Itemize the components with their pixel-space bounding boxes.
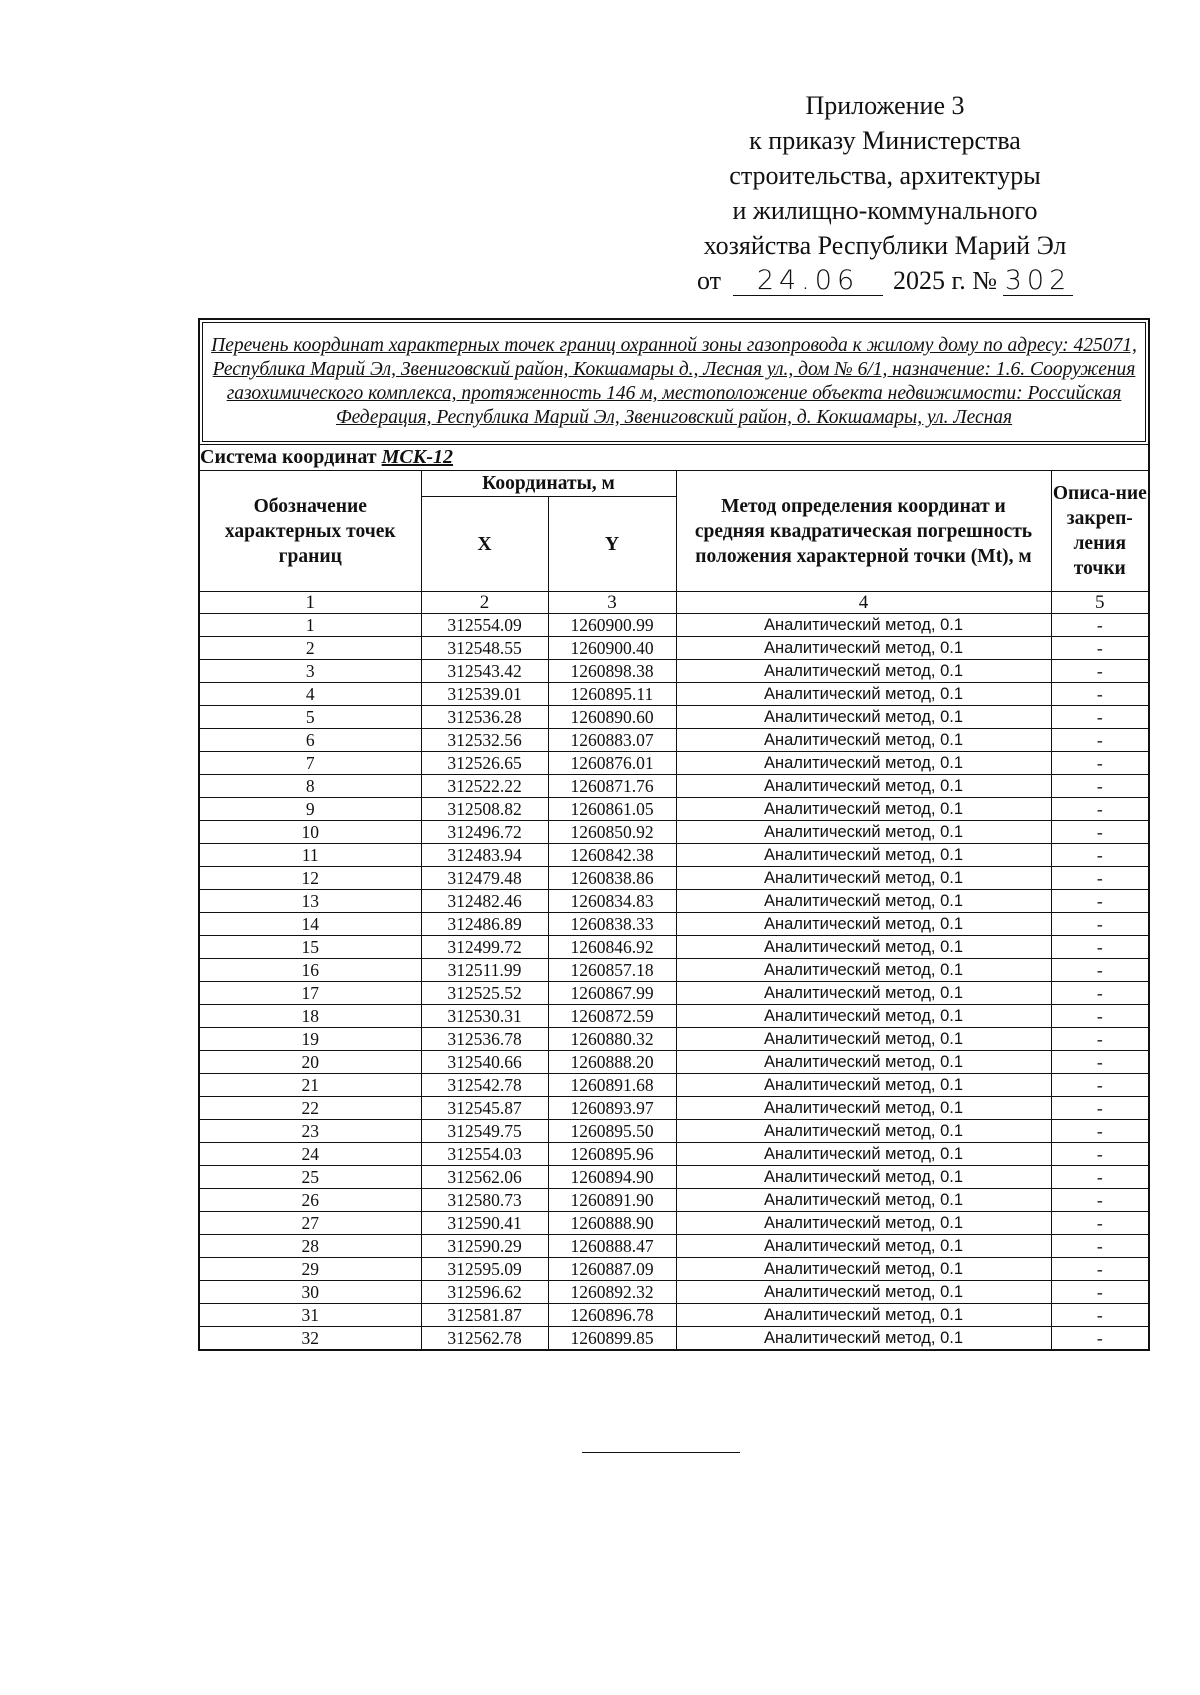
y-coordinate-cell: 1260850.92 (548, 821, 676, 844)
description-cell: - (1051, 1281, 1149, 1304)
method-cell: Аналитический метод, 0.1 (676, 660, 1051, 683)
description-cell: - (1051, 1097, 1149, 1120)
description-cell: - (1051, 844, 1149, 867)
table-row (199, 959, 1149, 982)
coordinate-system (199, 445, 1149, 471)
method-cell: Аналитический метод, 0.1 (676, 844, 1051, 867)
method-cell: Аналитический метод, 0.1 (676, 752, 1051, 775)
x-coordinate-cell: 312511.99 (421, 959, 548, 982)
y-coordinate-cell: 1260867.99 (548, 982, 676, 1005)
column-number: 1 (199, 592, 421, 614)
table-row (199, 982, 1149, 1005)
x-coordinate-cell: 312580.73 (421, 1189, 548, 1212)
table-row (199, 775, 1149, 798)
x-coordinate-cell: 312554.03 (421, 1143, 548, 1166)
y-coordinate-cell: 1260834.83 (548, 890, 676, 913)
description-cell: - (1051, 752, 1149, 775)
table-row (199, 936, 1149, 959)
table-row (199, 1327, 1149, 1351)
description-cell: - (1051, 1189, 1149, 1212)
description-cell: - (1051, 913, 1149, 936)
coordinate-system-value: МСК-12 (381, 446, 453, 468)
method-cell: Аналитический метод, 0.1 (676, 1051, 1051, 1074)
description-cell: - (1051, 1005, 1149, 1028)
point-number-cell: 5 (199, 706, 421, 729)
point-number-cell: 24 (199, 1143, 421, 1166)
method-cell: Аналитический метод, 0.1 (676, 867, 1051, 890)
description-cell: - (1051, 1235, 1149, 1258)
x-coordinate-cell: 312562.78 (421, 1327, 548, 1351)
method-cell: Аналитический метод, 0.1 (676, 706, 1051, 729)
y-coordinate-cell: 1260895.50 (548, 1120, 676, 1143)
point-number-cell: 30 (199, 1281, 421, 1304)
y-coordinate-cell: 1260838.86 (548, 867, 676, 890)
x-coordinate-cell: 312540.66 (421, 1051, 548, 1074)
table-row (199, 867, 1149, 890)
y-coordinate-cell: 1260883.07 (548, 729, 676, 752)
point-number-cell: 10 (199, 821, 421, 844)
method-cell: Аналитический метод, 0.1 (676, 1235, 1051, 1258)
description-cell: - (1051, 1120, 1149, 1143)
x-coordinate-cell: 312526.65 (421, 752, 548, 775)
description-cell: - (1051, 1028, 1149, 1051)
description-cell: - (1051, 821, 1149, 844)
table-row (199, 1212, 1149, 1235)
handwritten-order-number: 302 (1004, 265, 1072, 296)
handwritten-date: 24.06 (733, 267, 883, 296)
table-row (199, 752, 1149, 775)
y-coordinate-cell: 1260838.33 (548, 913, 676, 936)
table-row (199, 729, 1149, 752)
method-cell: Аналитический метод, 0.1 (676, 913, 1051, 936)
ministry-name-line-1: строительства, архитектуры (729, 161, 1041, 190)
point-number-cell: 21 (199, 1074, 421, 1097)
column-header-coordinates: Координаты, м (421, 471, 676, 497)
point-number-cell: 20 (199, 1051, 421, 1074)
table-row (199, 683, 1149, 706)
description-cell: - (1051, 1074, 1149, 1097)
point-number-cell: 25 (199, 1166, 421, 1189)
method-cell: Аналитический метод, 0.1 (676, 1212, 1051, 1235)
x-coordinate-cell: 312486.89 (421, 913, 548, 936)
table-row (199, 913, 1149, 936)
x-coordinate-cell: 312562.06 (421, 1166, 548, 1189)
column-header-y: Y (548, 497, 676, 592)
point-number-cell: 15 (199, 936, 421, 959)
column-number: 5 (1051, 592, 1149, 614)
table-row (199, 706, 1149, 729)
table-row (199, 614, 1149, 637)
description-cell: - (1051, 614, 1149, 637)
column-number: 3 (548, 592, 676, 614)
x-coordinate-cell: 312595.09 (421, 1258, 548, 1281)
point-number-cell: 7 (199, 752, 421, 775)
table-row (199, 637, 1149, 660)
y-coordinate-cell: 1260888.20 (548, 1051, 676, 1074)
method-cell: Аналитический метод, 0.1 (676, 959, 1051, 982)
year-and-number-label: 2025 г. № (892, 266, 998, 295)
table-row (199, 1258, 1149, 1281)
method-cell: Аналитический метод, 0.1 (676, 1028, 1051, 1051)
x-coordinate-cell: 312590.29 (421, 1235, 548, 1258)
table-row (199, 1143, 1149, 1166)
date-prefix: от (696, 266, 721, 295)
method-cell: Аналитический метод, 0.1 (676, 821, 1051, 844)
x-coordinate-cell: 312532.56 (421, 729, 548, 752)
column-number: 4 (676, 592, 1051, 614)
table-row (199, 1028, 1149, 1051)
y-coordinate-cell: 1260846.92 (548, 936, 676, 959)
x-coordinate-cell: 312525.52 (421, 982, 548, 1005)
column-header-x: X (421, 497, 548, 592)
description-cell: - (1051, 1258, 1149, 1281)
y-coordinate-cell: 1260861.05 (548, 798, 676, 821)
table-row (199, 1097, 1149, 1120)
x-coordinate-cell: 312590.41 (421, 1212, 548, 1235)
y-coordinate-cell: 1260871.76 (548, 775, 676, 798)
method-cell: Аналитический метод, 0.1 (676, 1281, 1051, 1304)
method-cell: Аналитический метод, 0.1 (676, 936, 1051, 959)
point-number-cell: 28 (199, 1235, 421, 1258)
coordinates-table (198, 318, 1150, 1351)
y-coordinate-cell: 1260893.97 (548, 1097, 676, 1120)
table-row (199, 1304, 1149, 1327)
point-number-cell: 13 (199, 890, 421, 913)
table-row (199, 798, 1149, 821)
table-row (199, 1005, 1149, 1028)
y-coordinate-cell: 1260890.60 (548, 706, 676, 729)
point-number-cell: 29 (199, 1258, 421, 1281)
point-number-cell: 11 (199, 844, 421, 867)
table-row (199, 821, 1149, 844)
x-coordinate-cell: 312549.75 (421, 1120, 548, 1143)
description-cell: - (1051, 660, 1149, 683)
description-cell: - (1051, 1212, 1149, 1235)
method-cell: Аналитический метод, 0.1 (676, 1074, 1051, 1097)
point-number-cell: 1 (199, 614, 421, 637)
ministry-name-line-3: хозяйства Республики Марий Эл (703, 231, 1067, 260)
table-row (199, 660, 1149, 683)
x-coordinate-cell: 312499.72 (421, 936, 548, 959)
method-cell: Аналитический метод, 0.1 (676, 1189, 1051, 1212)
table-row (199, 1166, 1149, 1189)
description-cell: - (1051, 936, 1149, 959)
description-cell: - (1051, 959, 1149, 982)
column-number: 2 (421, 592, 548, 614)
column-header-point: Обозначение характерных точек границ (199, 471, 421, 592)
point-number-cell: 32 (199, 1327, 421, 1351)
method-cell: Аналитический метод, 0.1 (676, 1304, 1051, 1327)
description-cell: - (1051, 867, 1149, 890)
method-cell: Аналитический метод, 0.1 (676, 1327, 1051, 1351)
column-number-row (199, 592, 1149, 614)
y-coordinate-cell: 1260895.11 (548, 683, 676, 706)
method-cell: Аналитический метод, 0.1 (676, 890, 1051, 913)
y-coordinate-cell: 1260900.40 (548, 637, 676, 660)
method-cell: Аналитический метод, 0.1 (676, 798, 1051, 821)
x-coordinate-cell: 312581.87 (421, 1304, 548, 1327)
x-coordinate-cell: 312482.46 (421, 890, 548, 913)
description-cell: - (1051, 890, 1149, 913)
table-row (199, 890, 1149, 913)
document-header (650, 88, 1120, 298)
description-cell: - (1051, 1166, 1149, 1189)
description-cell: - (1051, 982, 1149, 1005)
y-coordinate-cell: 1260892.32 (548, 1281, 676, 1304)
method-cell: Аналитический метод, 0.1 (676, 683, 1051, 706)
method-cell: Аналитический метод, 0.1 (676, 1258, 1051, 1281)
order-date-line (650, 263, 1120, 298)
x-coordinate-cell: 312554.09 (421, 614, 548, 637)
table-row (199, 844, 1149, 867)
x-coordinate-cell: 312548.55 (421, 637, 548, 660)
description-cell: - (1051, 1304, 1149, 1327)
y-coordinate-cell: 1260857.18 (548, 959, 676, 982)
description-cell: - (1051, 706, 1149, 729)
method-cell: Аналитический метод, 0.1 (676, 982, 1051, 1005)
y-coordinate-cell: 1260894.90 (548, 1166, 676, 1189)
table-row (199, 1120, 1149, 1143)
method-cell: Аналитический метод, 0.1 (676, 614, 1051, 637)
description-cell: - (1051, 1143, 1149, 1166)
description-cell: - (1051, 775, 1149, 798)
x-coordinate-cell: 312545.87 (421, 1097, 548, 1120)
y-coordinate-cell: 1260876.01 (548, 752, 676, 775)
point-number-cell: 17 (199, 982, 421, 1005)
point-number-cell: 31 (199, 1304, 421, 1327)
method-cell: Аналитический метод, 0.1 (676, 1005, 1051, 1028)
description-cell: - (1051, 637, 1149, 660)
table-caption: Перечень координат характерных точек границ охранной зоны газопровода к жилому дому по адресу: 425071, Республика Марий Эл, Звениговский район, Кокшамары д., Лесная ул., дом № 6/1, назначение: 1.6. Сооружения газохимического комплекса, протяженность 146 м, местоположение объекта недвижимости: Российская Федерация, Республика Марий Эл, Звениговский район, д. Кокшамары, ул. Лесная (199, 319, 1149, 445)
point-number-cell: 27 (199, 1212, 421, 1235)
y-coordinate-cell: 1260891.90 (548, 1189, 676, 1212)
ministry-name-line-2: и жилищно-коммунального (732, 196, 1038, 225)
y-coordinate-cell: 1260842.38 (548, 844, 676, 867)
point-number-cell: 8 (199, 775, 421, 798)
column-header-method: Метод определения координат и средняя квадратическая погрешность положения характерной точки (Mt), м (676, 471, 1051, 592)
method-cell: Аналитический метод, 0.1 (676, 1120, 1051, 1143)
method-cell: Аналитический метод, 0.1 (676, 1166, 1051, 1189)
point-number-cell: 9 (199, 798, 421, 821)
x-coordinate-cell: 312483.94 (421, 844, 548, 867)
method-cell: Аналитический метод, 0.1 (676, 637, 1051, 660)
x-coordinate-cell: 312536.28 (421, 706, 548, 729)
method-cell: Аналитический метод, 0.1 (676, 1143, 1051, 1166)
appendix-title: Приложение 3 (805, 91, 965, 120)
table-row (199, 1074, 1149, 1097)
x-coordinate-cell: 312496.72 (421, 821, 548, 844)
description-cell: - (1051, 1051, 1149, 1074)
table-row (199, 1281, 1149, 1304)
table-row (199, 1051, 1149, 1074)
point-number-cell: 16 (199, 959, 421, 982)
table-row (199, 1189, 1149, 1212)
y-coordinate-cell: 1260891.68 (548, 1074, 676, 1097)
column-header-description: Описа-ние закреп-ления точки (1051, 471, 1149, 592)
point-number-cell: 23 (199, 1120, 421, 1143)
point-number-cell: 19 (199, 1028, 421, 1051)
y-coordinate-cell: 1260899.85 (548, 1327, 676, 1351)
description-cell: - (1051, 798, 1149, 821)
point-number-cell: 3 (199, 660, 421, 683)
coordinate-system-label: Система координат (200, 446, 377, 468)
point-number-cell: 2 (199, 637, 421, 660)
y-coordinate-cell: 1260880.32 (548, 1028, 676, 1051)
x-coordinate-cell: 312543.42 (421, 660, 548, 683)
x-coordinate-cell: 312596.62 (421, 1281, 548, 1304)
description-cell: - (1051, 1327, 1149, 1351)
point-number-cell: 4 (199, 683, 421, 706)
description-cell: - (1051, 729, 1149, 752)
point-number-cell: 26 (199, 1189, 421, 1212)
method-cell: Аналитический метод, 0.1 (676, 1097, 1051, 1120)
x-coordinate-cell: 312479.48 (421, 867, 548, 890)
method-cell: Аналитический метод, 0.1 (676, 775, 1051, 798)
footer-divider (582, 1452, 740, 1453)
x-coordinate-cell: 312536.78 (421, 1028, 548, 1051)
point-number-cell: 14 (199, 913, 421, 936)
y-coordinate-cell: 1260887.09 (548, 1258, 676, 1281)
x-coordinate-cell: 312542.78 (421, 1074, 548, 1097)
x-coordinate-cell: 312522.22 (421, 775, 548, 798)
y-coordinate-cell: 1260895.96 (548, 1143, 676, 1166)
y-coordinate-cell: 1260888.90 (548, 1212, 676, 1235)
y-coordinate-cell: 1260872.59 (548, 1005, 676, 1028)
y-coordinate-cell: 1260896.78 (548, 1304, 676, 1327)
x-coordinate-cell: 312530.31 (421, 1005, 548, 1028)
y-coordinate-cell: 1260900.99 (548, 614, 676, 637)
x-coordinate-cell: 312508.82 (421, 798, 548, 821)
y-coordinate-cell: 1260898.38 (548, 660, 676, 683)
point-number-cell: 22 (199, 1097, 421, 1120)
point-number-cell: 6 (199, 729, 421, 752)
point-number-cell: 18 (199, 1005, 421, 1028)
method-cell: Аналитический метод, 0.1 (676, 729, 1051, 752)
x-coordinate-cell: 312539.01 (421, 683, 548, 706)
order-reference: к приказу Министерства (749, 126, 1021, 155)
y-coordinate-cell: 1260888.47 (548, 1235, 676, 1258)
table-row (199, 1235, 1149, 1258)
point-number-cell: 12 (199, 867, 421, 890)
description-cell: - (1051, 683, 1149, 706)
